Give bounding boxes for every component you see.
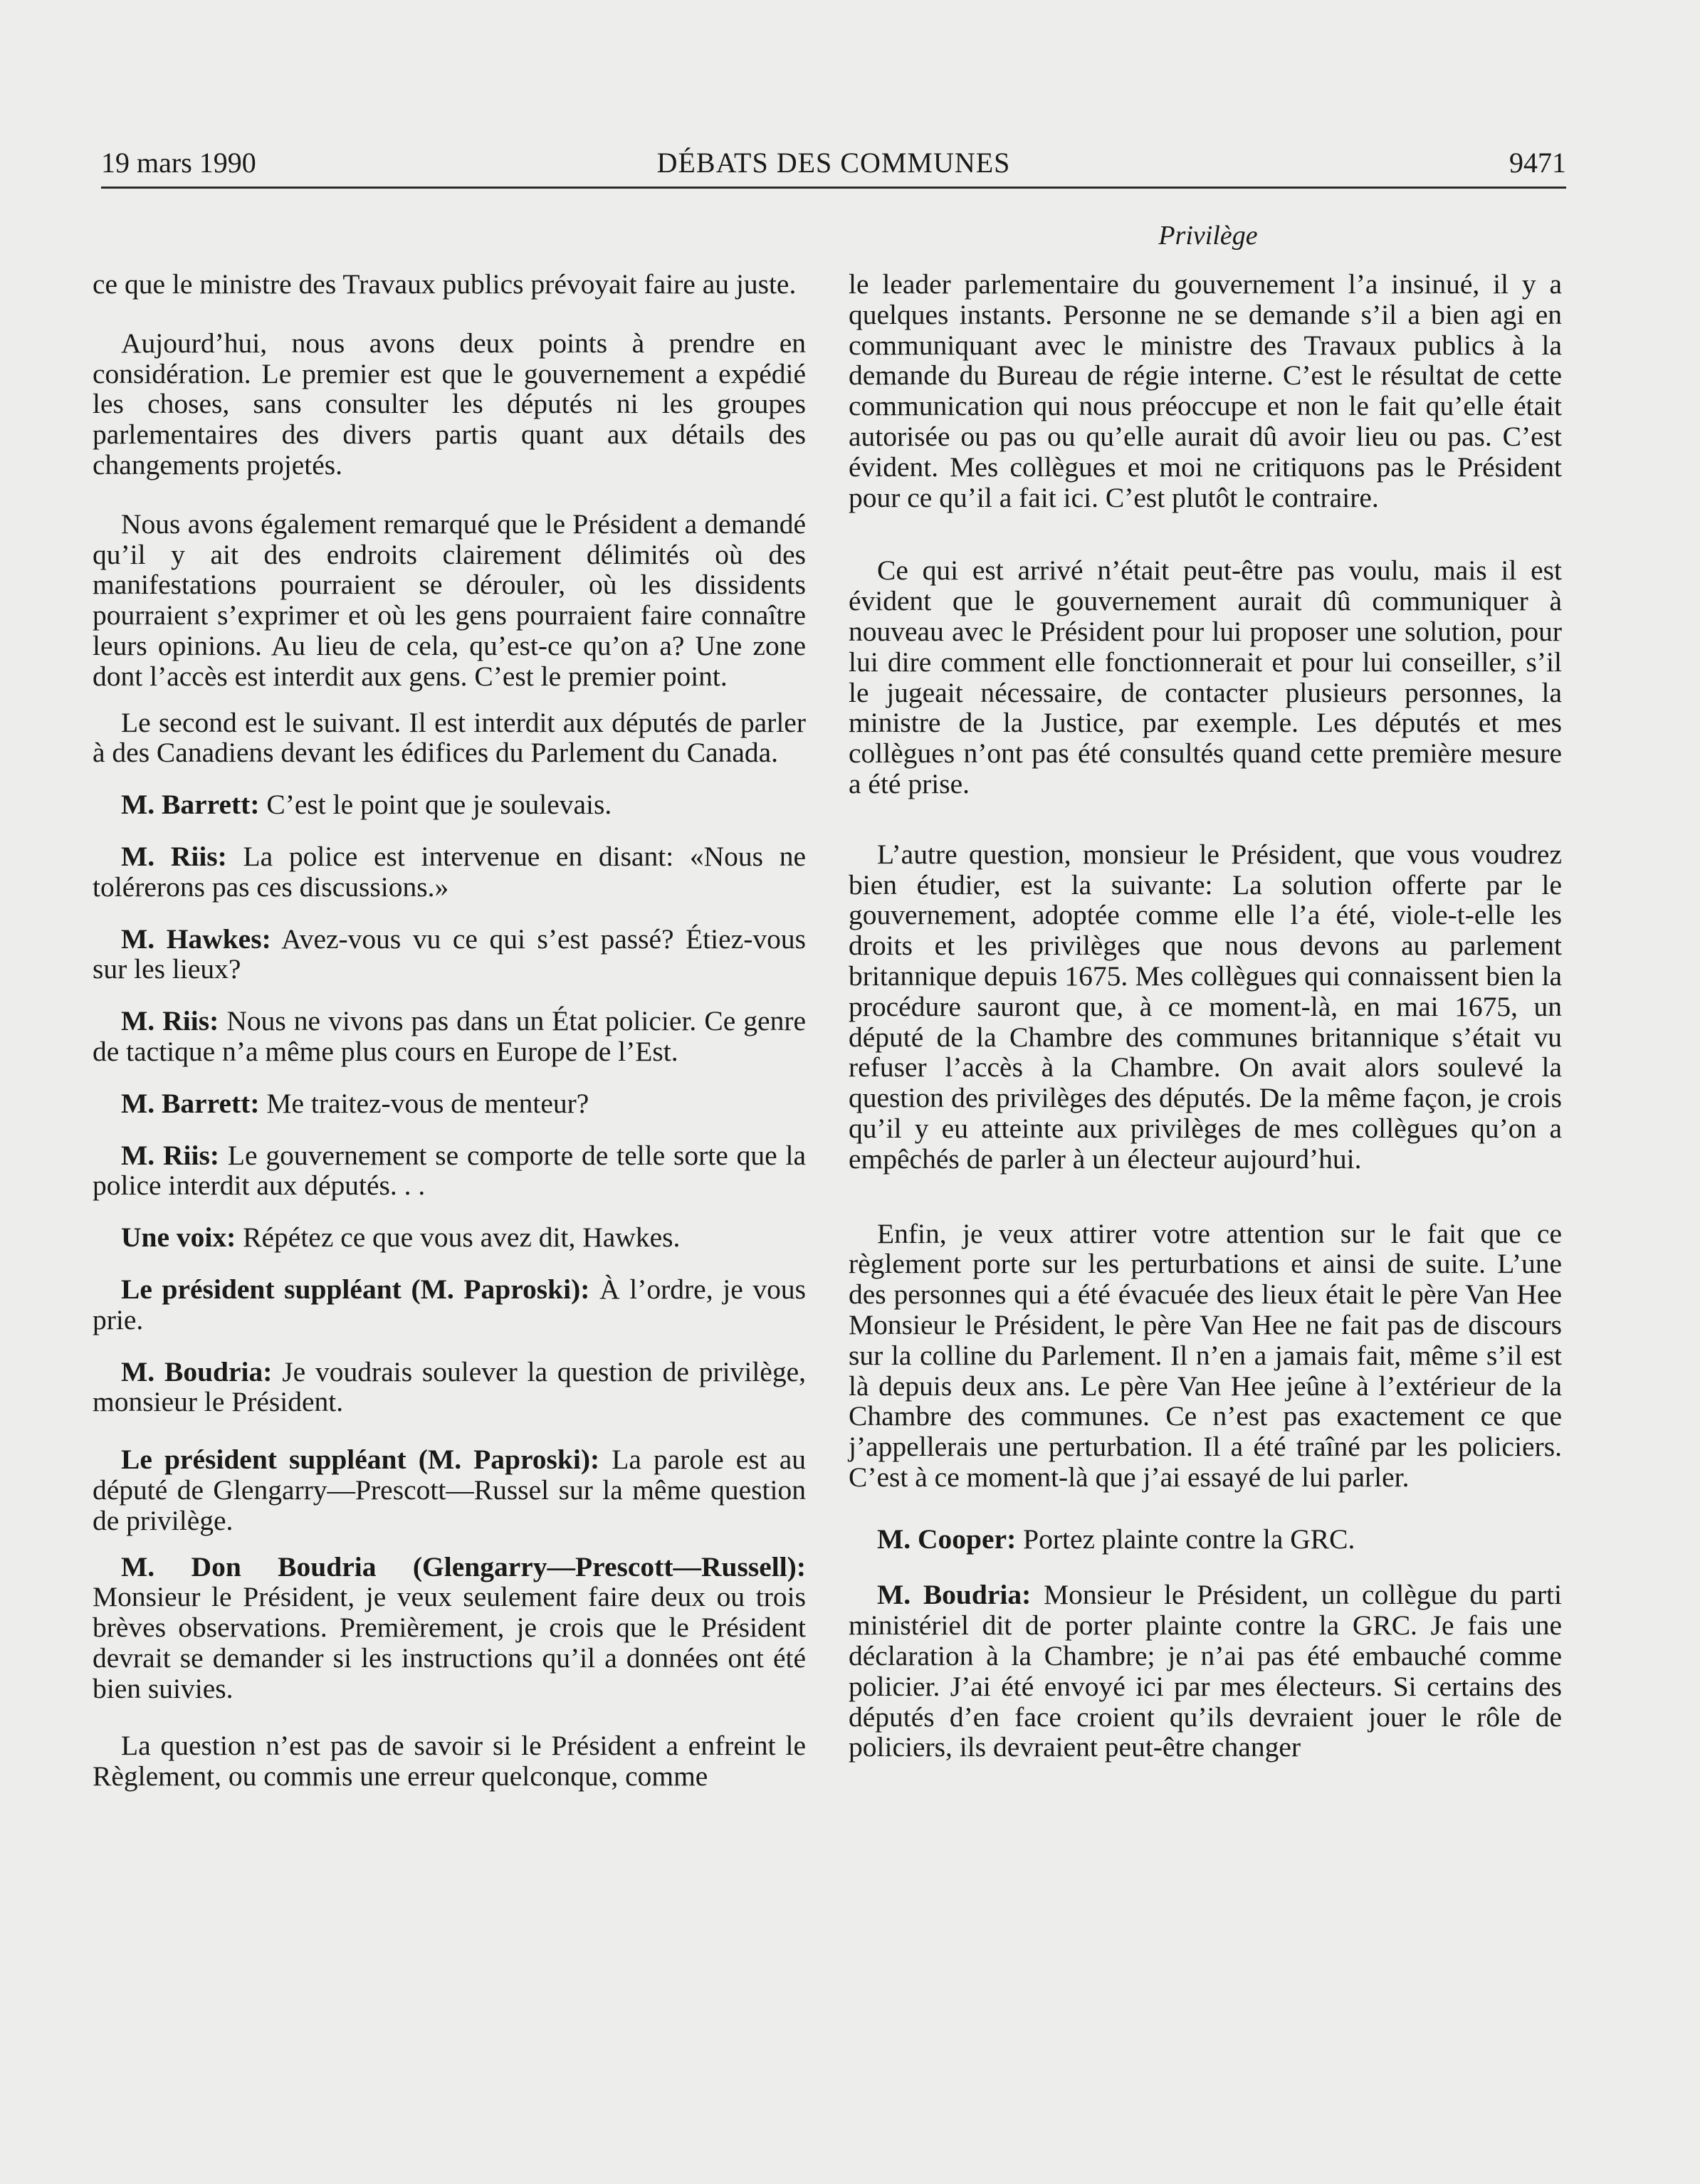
paragraph-text: Enfin, je veux attirer votre attention sur le fait que ce règlement porte sur les perturbations et ainsi de suite. L’une des personnes qui a été évacuée des lieux était le père Van Hee Monsieur le Président, le père Van Hee ne fait pas de discours sur la colline du Parlement. Il n’en a jamais fait, même s’il est là depuis deux ans. Le père Van Hee jeûne à l’extérieur de la Chambre des communes. Ce n’est pas exactement ce que j’appellerais une perturbation. Il a été traîné par les policiers. C’est à ce moment-là que j’ai essayé de lui parler. xyxy=(849,1217,1562,1493)
speaker-name: M. Hawkes: xyxy=(121,923,271,955)
page-header xyxy=(101,142,1566,189)
paragraph-text: La parole est au député de Glengarry—Prescott—Russel sur la même question de privilège. xyxy=(93,1444,807,1536)
paragraph xyxy=(93,328,806,481)
page-number: 9471 xyxy=(1509,147,1566,179)
paragraph-text: Portez plainte contre la GRC. xyxy=(1023,1523,1355,1555)
paragraph xyxy=(93,509,806,692)
paragraph-text: La question n’est pas de savoir si le Président a enfreint le Règlement, ou commis une erreur quelconque, comme xyxy=(93,1730,806,1792)
speaker-name: M. Riis: xyxy=(121,840,227,872)
paragraph xyxy=(849,269,1562,513)
paragraph xyxy=(93,1731,806,1792)
speech-paragraph xyxy=(93,1088,806,1119)
paragraph-text: Nous avons également remarqué que le Président a demandé qu’il y ait des endroits clairement délimités où des manifestations pourraient se dérouler, où les dissidents pourraient s’exprimer et où les gens pourraient faire connaître leurs opinions. Au lieu de cela, qu’est-ce qu’on a? Une zone dont l’accès est interdit aux gens. C’est le premier point. xyxy=(93,508,806,692)
left-column xyxy=(93,269,806,1792)
speaker-name: Une voix: xyxy=(121,1222,236,1254)
paragraph-text: Monsieur le Président, je veux seulement faire deux ou trois brèves observations. Premièrement, je crois que le Président devrait se demander si les instructions qu’il a données ont été bien suivies. xyxy=(93,1581,806,1704)
speaker-name: M. Boudria: xyxy=(121,1355,273,1387)
paragraph-text: L’autre question, monsieur le Président, que vous voudrez bien étudier, est la suivante: La solution offerte par le gouvernement, adoptée comme elle l’a été, viole-t-elle les droits et les privilèges que nous devons au parlement britannique depuis 1675. Mes collègues qui connaissent bien la procédure sauront que, à ce moment-là, en mai 1675, un député de la Chambre des communes britannique s’était vu refuser l’accès à la Chambre. On avait alors soulevé la question des privilèges des députés. De la même façon, je crois qu’il y eu atteinte aux privilèges de mes collègues qu’on a empêchés de parler à un électeur aujourd’hui. xyxy=(849,838,1562,1175)
section-title: Privilège xyxy=(1158,221,1258,251)
paragraph-text: Me traitez-vous de menteur? xyxy=(266,1087,589,1119)
paragraph-text: Le second est le suivant. Il est interdit aux députés de parler à des Canadiens devant les édifices du Parlement du Canada. xyxy=(93,706,806,769)
header-title: DÉBATS DES COMMUNES xyxy=(656,147,1011,179)
header-date: 19 mars 1990 xyxy=(101,147,256,179)
speech-paragraph xyxy=(93,1552,806,1704)
speech-paragraph xyxy=(93,924,806,985)
paragraph-text: Aujourd’hui, nous avons deux points à prendre en considération. Le premier est que le gouvernement a expédié les choses, sans consulter les députés ni les groupes parlementaires des divers partis quant aux détails des changements projetés. xyxy=(93,327,806,481)
speech-paragraph xyxy=(849,1580,1562,1763)
speech-paragraph xyxy=(849,1524,1562,1555)
paragraph-text: Répétez ce que vous avez dit, Hawkes. xyxy=(243,1222,681,1254)
speech-paragraph xyxy=(93,1222,806,1253)
speaker-name: M. Barrett: xyxy=(121,1087,260,1119)
speaker-name: M. Don Boudria (Glengarry—Prescott—Russell): xyxy=(121,1550,806,1582)
speaker-name: M. Riis: xyxy=(121,1139,220,1171)
speech-paragraph xyxy=(93,841,806,903)
speaker-name: Le président suppléant (M. Paproski): xyxy=(121,1444,600,1476)
paragraph-text: Ce qui est arrivé n’était peut-être pas voulu, mais il est évident que le gouvernement aurait dû communiquer à nouveau avec le Président pour lui proposer une solution, pour lui dire comment elle fonctionnerait et pour lui conseiller, s’il le jugeait nécessaire, de contacter plusieurs personnes, la ministre de la Justice, par exemple. Les députés et mes collègues n’ont pas été consultés quand cette première mesure a été prise. xyxy=(849,555,1562,799)
paragraph xyxy=(849,839,1562,1175)
speech-paragraph xyxy=(93,1274,806,1335)
speech-paragraph xyxy=(93,1357,806,1418)
speaker-name: M. Boudria: xyxy=(877,1579,1032,1611)
paragraph-text: Avez-vous vu ce qui s’est passé? Étiez-vous sur les lieux? xyxy=(93,923,806,985)
speech-paragraph xyxy=(93,1140,806,1202)
right-column xyxy=(849,269,1562,1763)
paragraph xyxy=(849,555,1562,799)
speaker-name: Le président suppléant (M. Paproski): xyxy=(121,1273,590,1305)
paragraph xyxy=(93,269,806,300)
paragraph-text: La police est intervenue en disant: «Nous ne tolérerons pas ces discussions.» xyxy=(93,840,806,903)
speech-paragraph xyxy=(93,789,806,820)
speech-paragraph xyxy=(93,1006,806,1067)
speaker-name: M. Riis: xyxy=(121,1005,219,1037)
paragraph-text: le leader parlementaire du gouvernement l’a insinué, il y a quelques instants. Personne ne se demande s’il a bien agi en communiquant avec le ministre des Travaux publics à la demande du Bureau de régie interne. C’est le résultat de cette communication qui nous préoccupe et non le fait qu’elle était autorisée ou pas ou qu’elle aurait dû avoir lieu ou pas. C’est évident. Mes collègues et moi ne critiquons pas le Président pour ce qu’il a fait ici. C’est plutôt le contraire. xyxy=(849,268,1562,513)
speaker-name: M. Barrett: xyxy=(121,789,260,821)
paragraph-text: C’est le point que je soulevais. xyxy=(266,789,612,821)
paragraph-text: ce que le ministre des Travaux publics prévoyait faire au juste. xyxy=(93,268,797,300)
paragraph-text: À l’ordre, je vous prie. xyxy=(93,1273,806,1335)
paragraph xyxy=(849,1219,1562,1493)
speaker-name: M. Cooper: xyxy=(877,1523,1017,1555)
paragraph-text: Nous ne vivons pas dans un État policier. Ce genre de tactique n’a même plus cours en Europe de l’Est. xyxy=(93,1005,807,1067)
speech-paragraph xyxy=(93,1444,806,1535)
paragraph-text: Je voudrais soulever la question de privilège, monsieur le Président. xyxy=(93,1355,806,1418)
paragraph-text: Le gouvernement se comporte de telle sorte que la police interdit aux députés. . . xyxy=(93,1139,806,1202)
paragraph xyxy=(93,708,806,769)
paragraph-text: Monsieur le Président, un collègue du parti ministériel dit de porter plainte contre la GRC. Je fais une déclaration à la Chambre; je n’ai pas été embauché comme policier. J’ai été envoyé ici par mes électeurs. Si certains des députés d’en face croient qu’ils devraient jouer le rôle de policiers, ils devraient peut-être changer xyxy=(849,1579,1562,1763)
